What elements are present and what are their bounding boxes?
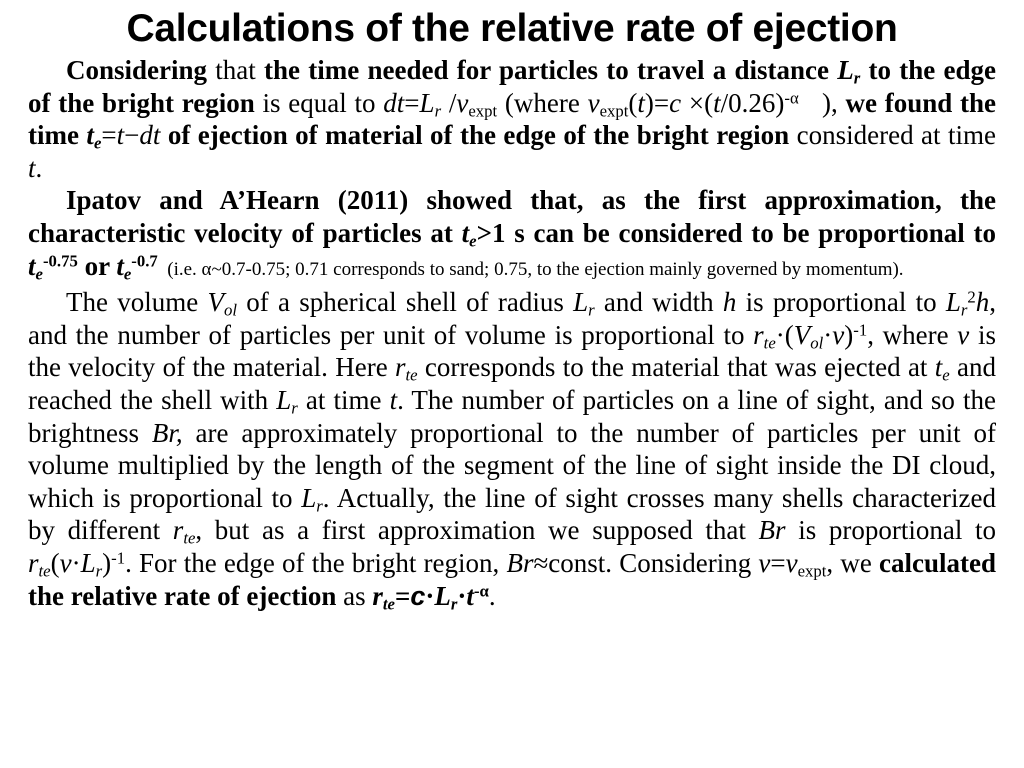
text-run: ≈const. Considering xyxy=(533,547,759,578)
text-run: -α xyxy=(784,88,799,108)
text-run: (where xyxy=(497,87,588,118)
text-run: = xyxy=(394,580,411,611)
text-run: ·( xyxy=(775,319,794,350)
text-run: v xyxy=(957,319,970,350)
text-run: Br xyxy=(506,547,534,578)
text-run: ol xyxy=(810,333,824,353)
text-run: v xyxy=(758,547,771,578)
text-run: as xyxy=(336,580,373,611)
text-run: at time xyxy=(297,384,390,415)
text-run: L xyxy=(419,87,435,118)
text-run: r xyxy=(172,515,184,546)
text-run: ) xyxy=(844,319,854,350)
paragraph-volume-shell xyxy=(28,286,996,612)
text-run: t xyxy=(116,250,124,281)
text-run: L xyxy=(573,287,589,318)
text-run: v xyxy=(587,87,600,118)
text-run: )= xyxy=(644,87,670,118)
text-run: -1 xyxy=(111,548,126,568)
text-run: 2 xyxy=(967,287,976,307)
text-run: Considering xyxy=(66,55,208,85)
text-run: V xyxy=(793,319,811,350)
text-run: dt xyxy=(383,87,405,118)
text-run: v xyxy=(832,319,845,350)
text-run: . Actually, the line of sight crosses many shells characterized by different xyxy=(28,482,996,546)
text-run: r xyxy=(395,352,406,383)
text-run: te xyxy=(183,528,196,548)
text-run: c xyxy=(669,87,682,118)
text-run: expt xyxy=(599,101,629,121)
text-run: = xyxy=(101,120,117,151)
text-run: -α xyxy=(473,581,489,601)
text-run: is proportional to xyxy=(785,515,997,546)
text-run: corresponds to the material that was ejected at xyxy=(417,352,935,383)
text-run: t xyxy=(86,120,94,151)
text-run: t xyxy=(461,217,470,248)
text-run: . The number of particles on a line of sight, and so the brightness xyxy=(28,384,996,448)
text-run: ) xyxy=(102,547,112,578)
text-run: , we xyxy=(826,547,880,578)
text-run: ( xyxy=(50,547,60,578)
text-run: ( xyxy=(628,87,638,118)
text-run: r xyxy=(291,398,298,418)
text-run: is proportional to xyxy=(736,287,946,318)
text-run: to the edge of the bright region xyxy=(28,55,996,118)
text-run: e xyxy=(93,133,102,153)
text-run: are approximately proportional to the number of particles per unit of volume multiplied by the length of the segment of the line of sight inside the DI cloud, which is proportional to xyxy=(28,417,996,513)
text-run: -1 xyxy=(853,320,868,340)
text-run: calculated the relative rate of ejection xyxy=(28,547,997,611)
text-run: · xyxy=(457,580,467,611)
text-run: t xyxy=(28,250,36,281)
text-run: and width xyxy=(594,287,723,318)
text-run: The volume xyxy=(66,287,208,318)
text-run: the time needed for particles to travel a distance xyxy=(264,55,838,85)
text-run: c xyxy=(410,580,426,611)
text-run: = xyxy=(404,87,420,118)
text-run: r xyxy=(853,68,861,88)
text-run: Br, xyxy=(151,417,183,448)
text-run: r xyxy=(753,319,764,350)
text-run: v xyxy=(59,547,72,578)
text-run: r xyxy=(960,300,968,320)
text-run: v xyxy=(456,87,469,118)
text-run: e xyxy=(123,264,132,284)
text-run: r xyxy=(316,496,323,516)
text-run: and reached the shell with xyxy=(28,352,997,415)
text-run: − xyxy=(124,120,140,151)
text-run: expt xyxy=(797,561,827,581)
text-run: dt xyxy=(139,120,161,151)
text-run: t xyxy=(713,87,721,118)
paragraph-time-of-ejection xyxy=(28,54,996,184)
text-run: te xyxy=(763,333,776,353)
text-run: e xyxy=(469,231,477,251)
text-run: considered at time xyxy=(789,120,996,151)
text-run: ol xyxy=(223,300,237,320)
text-run: L xyxy=(945,287,961,318)
text-run: h xyxy=(722,287,737,318)
text-run: /0.26) xyxy=(720,87,785,118)
text-run: ), xyxy=(798,87,846,118)
text-run: t xyxy=(116,120,125,151)
slide-title: Calculations of the relative rate of ejection xyxy=(126,7,898,50)
text-run: e xyxy=(942,366,950,386)
text-run: v xyxy=(785,547,798,578)
text-run: or xyxy=(77,250,117,281)
text-run: . xyxy=(488,580,496,611)
text-run: L xyxy=(301,482,317,513)
text-run: · xyxy=(71,547,81,578)
text-run: . xyxy=(35,152,43,183)
text-run: >1 s can be considered to be proportional to xyxy=(476,217,997,248)
text-run: expt xyxy=(468,101,498,121)
text-run: t xyxy=(934,352,943,383)
text-run: L xyxy=(80,547,96,578)
slide-body xyxy=(28,54,996,612)
text-run: h xyxy=(975,287,990,318)
text-run: . For the edge of the bright region, xyxy=(125,547,507,578)
text-run: = xyxy=(770,547,786,578)
text-run: te xyxy=(382,594,395,614)
text-run: r xyxy=(95,561,103,581)
text-run: · xyxy=(425,580,435,611)
text-run: that xyxy=(207,55,265,85)
text-run: L xyxy=(434,580,451,611)
text-run: we found the time xyxy=(28,87,997,151)
text-run: t xyxy=(389,384,398,415)
text-run: te xyxy=(38,561,51,581)
text-run: e xyxy=(35,264,43,284)
text-run: , where xyxy=(867,319,958,350)
text-run: -0.75 xyxy=(42,251,78,271)
text-run: r xyxy=(588,300,595,320)
text-run: r xyxy=(434,101,442,121)
text-run: / xyxy=(441,87,457,118)
text-run: t xyxy=(637,87,645,118)
paragraph-characteristic-velocity xyxy=(28,184,996,286)
text-run: , and the number of particles per unit of volume is proportional to xyxy=(28,287,996,350)
text-run: r xyxy=(450,594,458,614)
text-run: of a spherical shell of radius xyxy=(236,287,574,318)
ejection-rate-formula xyxy=(372,580,496,614)
text-run: r xyxy=(372,580,383,611)
text-run: is equal to xyxy=(254,87,384,118)
text-run: is the velocity of the material. Here xyxy=(28,319,996,383)
text-run: · xyxy=(823,319,833,350)
text-run: t xyxy=(466,580,474,611)
text-run: t xyxy=(28,152,36,183)
text-run: of ejection of material of the edge of the bright region xyxy=(160,120,790,151)
text-run: Br xyxy=(758,515,786,546)
text-run: r xyxy=(28,547,39,578)
text-run: te xyxy=(405,366,418,386)
text-run: L xyxy=(837,55,854,85)
text-run: ×( xyxy=(681,87,714,118)
text-run: V xyxy=(207,287,224,318)
text-run: Ipatov and A’Hearn (2011) showed that, as the first approximation, the characteristic velocity of particles at xyxy=(28,185,996,248)
text-run: (i.e. α~0.7-0.75; 0.71 corresponds to sand; 0.75, to the ejection mainly governed by momentum). xyxy=(157,258,904,280)
text-run: , but as a first approximation we supposed that xyxy=(195,515,759,546)
text-run: L xyxy=(276,384,292,415)
text-run: -0.7 xyxy=(131,251,158,271)
